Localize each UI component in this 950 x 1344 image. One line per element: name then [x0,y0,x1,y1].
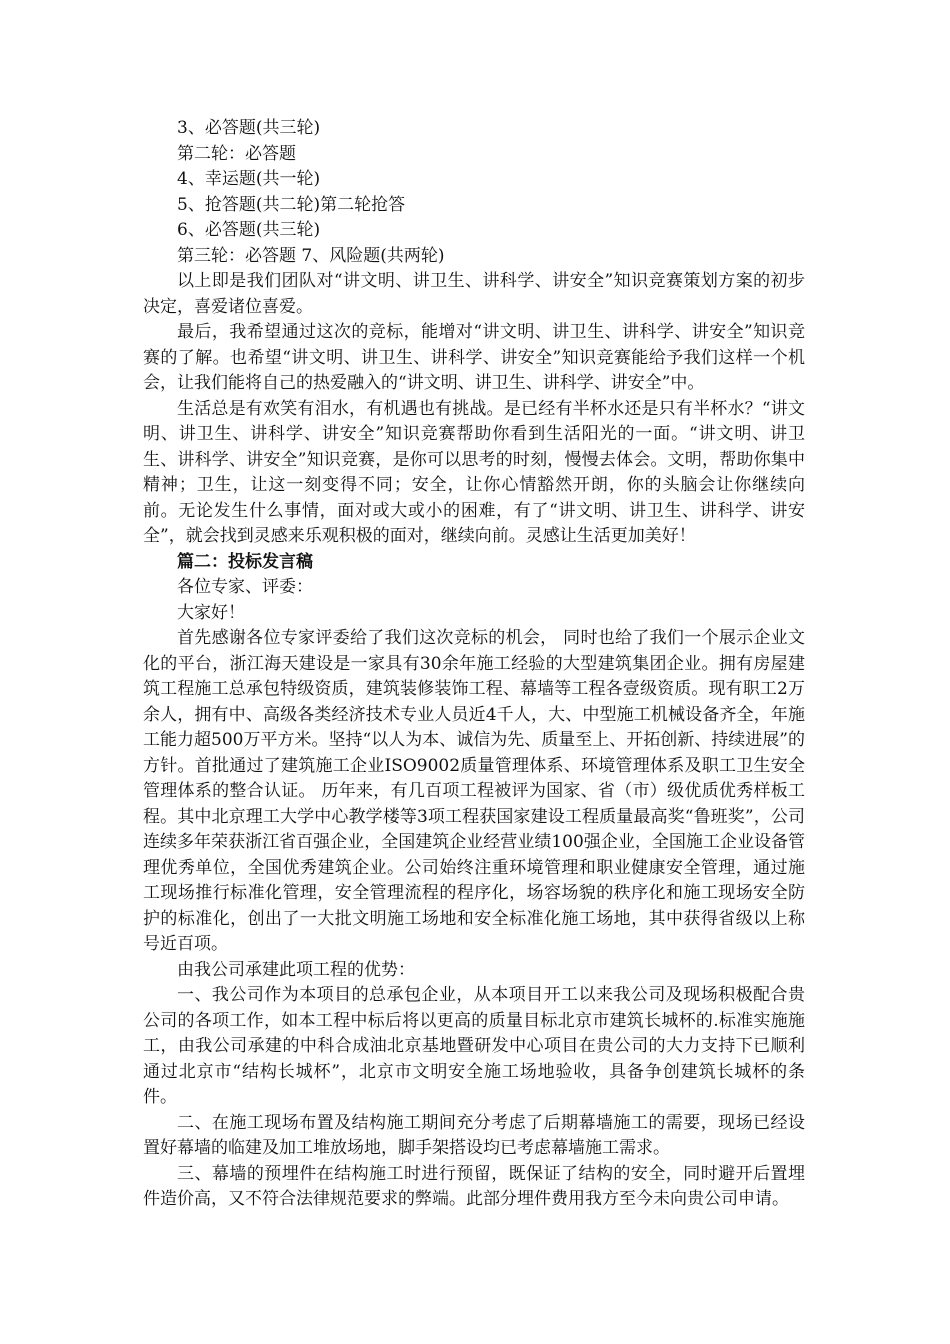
paragraph: 二、在施工现场布置及结构施工期间充分考虑了后期幕墙施工的需要，现场已经设置好幕墙的临建及加工堆放场地，脚手架搭设均已考虑幕墙施工需求。 [143,1112,805,1158]
paragraph: 各位专家、评委： [177,577,313,597]
paragraph: 最后，我希望通过这次的竞标，能增对“讲文明、讲卫生、讲科学、讲安全”知识竞赛的了解。也希望“讲文明、讲卫生、讲科学、讲安全”知识竞赛能给予我们这样一个机会，让我们能将自己的热爱融入的“讲文明、讲卫生、讲科学、讲安全”中。 [143,322,805,393]
document-page [143,116,805,1213]
paragraph: 大家好！ [177,602,245,623]
paragraph: 5、抢答题(共二轮)第二轮抢答 [177,194,406,215]
paragraph: 生活总是有欢笑有泪水，有机遇也有挑战。是已经有半杯水还是只有半杯水？“讲文明、讲卫生、讲科学、讲安全”知识竞赛帮助你看到生活阳光的一面。“讲文明、讲卫生、讲科学、讲安全”知识竞赛，是你可以思考的时刻，慢慢去体会。文明，帮助你集中精神；卫生，让这一刻变得不同；安全，让你心情豁然开朗，你的头脑会让你继续向前。无论发生什么事情，面对或大或小的困难，有了“讲文明、讲卫生、讲科学、讲安全”，就会找到灵感来乐观积极的面对，继续向前。灵感让生活更加美好！ [143,398,805,546]
paragraph: 6、必答题(共三轮) [177,220,321,240]
section-heading: 篇二：投标发言稿 [177,551,313,572]
paragraph: 三、幕墙的预埋件在结构施工时进行预留，既保证了结构的安全，同时避开后置埋件造价高，又不符合法律规范要求的弊端。此部分埋件费用我方至今未向贵公司申请。 [143,1163,805,1209]
paragraph: 3、必答题(共三轮) [177,118,321,138]
paragraph: 首先感谢各位专家评委给了我们这次竞标的机会， 同时也给了我们一个展示企业文化的平台，浙江海天建设是一家具有30余年施工经验的大型建筑集团企业。拥有房屋建筑工程施工总承包特级资质，建筑装修装饰工程、幕墙等工程各壹级资质。现有职工2万余人，拥有中、高级各类经济技术专业人员近4千人，大、中型施工机械设备齐全，年施工能力超500万平方米。坚持“以人为本、诚信为先、质量至上、开拓创新、持续进展”的方针。首批通过了建筑施工企业ISO9002质量管理体系、环境管理体系及职工卫生安全管理体系的整合认证。 历年来，有几百项工程被评为国家、省（市）级优质优秀样板工程。其中北京理工大学中心教学楼等3项工程获国家建设工程质量最高奖“鲁班奖”，公司连续多年荣获浙江省百强企业，全国建筑企业经营业绩100强企业，全国施工企业设备管理优秀单位，全国优秀建筑企业。公司始终注重环境管理和职业健康安全管理，通过施工现场推行标准化管理，安全管理流程的程序化，场容场貌的秩序化和施工现场安全防护的标准化，创出了一大批文明施工场地和安全标准化施工场地，其中获得省级以上称号近百项。 [143,628,805,954]
paragraph: 第三轮：必答题 7、风险题(共两轮) [177,245,445,266]
paragraph: 4、幸运题(共一轮) [177,169,321,189]
paragraph: 第二轮：必答题 [177,143,296,164]
paragraph: 由我公司承建此项工程的优势： [177,959,415,980]
paragraph: 以上即是我们团队对“讲文明、讲卫生、讲科学、讲安全”知识竞赛策划方案的初步决定，喜爱诸位喜爱。 [143,271,805,317]
paragraph: 一、我公司作为本项目的总承包企业，从本项目开工以来我公司及现场积极配合贵公司的各项工作，如本工程中标后将以更高的质量目标北京市建筑长城杯的.标准实施施工，由我公司承建的中科合成油北京基地暨研发中心项目在贵公司的大力支持下已顺利通过北京市“结构长城杯”，北京市文明安全施工场地验收，具备争创建筑长城杯的条件。 [143,985,805,1107]
